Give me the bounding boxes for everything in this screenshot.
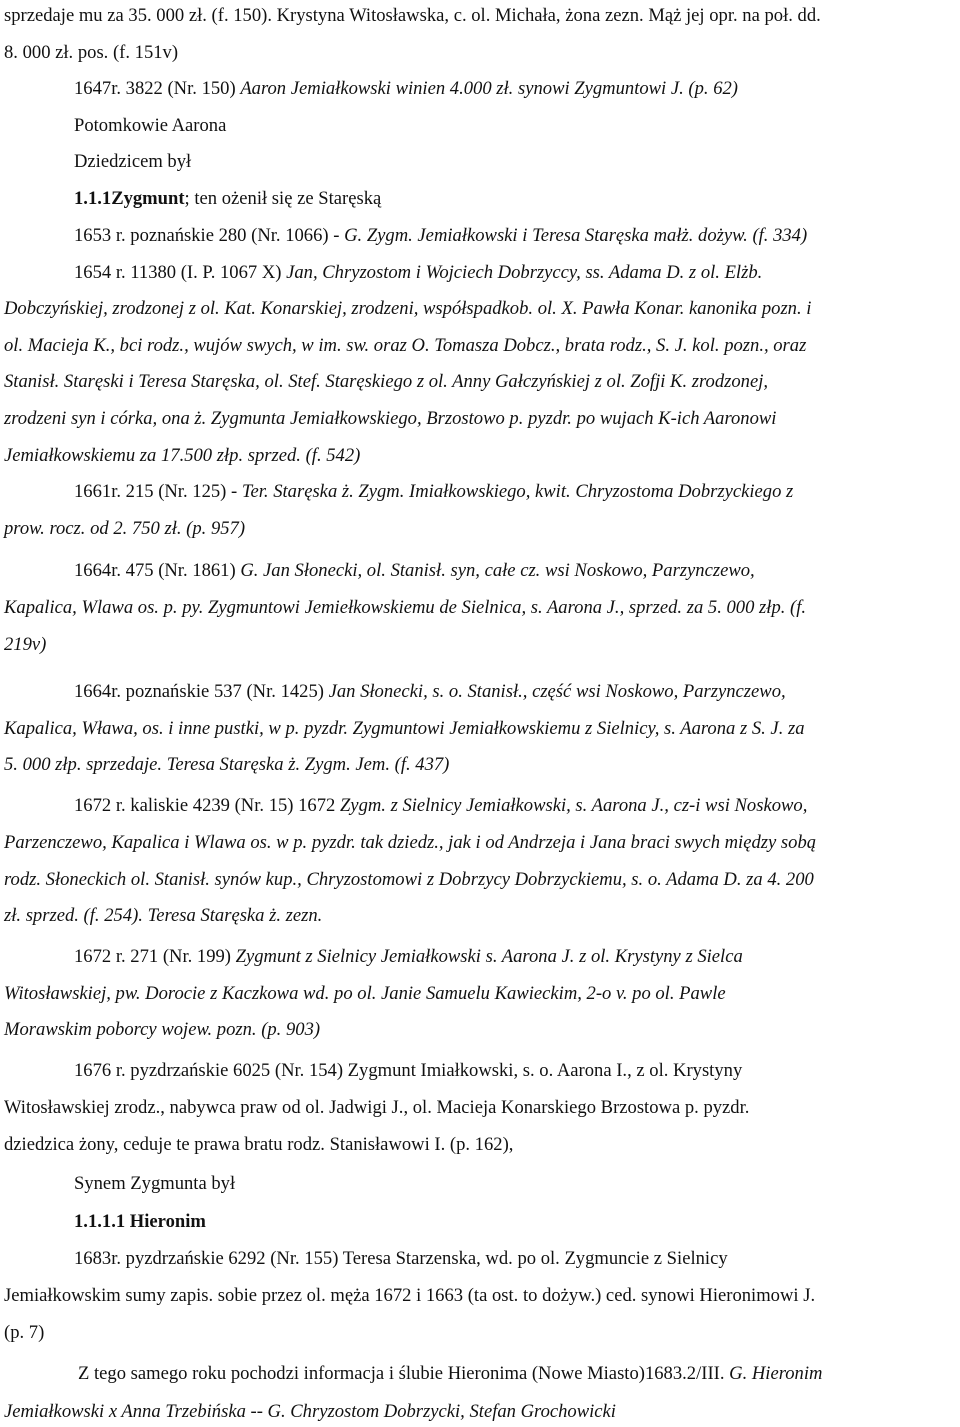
text-line: Jemiałkowski x Anna Trzebińska -- G. Chryzostom Dobrzycki, Stefan Grochowicki <box>4 1401 616 1422</box>
text-line: 1661r. 215 (Nr. 125) - Ter. Staręska ż. Zygm. Imiałkowskiego, kwit. Chryzostoma Dobrzyckiego z <box>74 481 794 502</box>
text-line: sprzedaje mu za 35. 000 zł. (f. 150). Krystyna Witosławska, c. ol. Michała, żona zezn. Mąż jej opr. na poł. dd. <box>4 5 821 26</box>
text-line: Jemiałkowskiemu za 17.500 złp. sprzed. (f. 542) <box>4 445 361 466</box>
text-line: Witosławskiej, pw. Dorocie z Kaczkowa wd. po ol. Janie Samuelu Kawieckim, 2-o v. po ol. Pawle <box>4 983 726 1004</box>
section-heading: Potomkowie Aarona <box>74 115 227 136</box>
text-line: 219v) <box>4 634 47 655</box>
text-line: (p. 7) <box>4 1322 45 1343</box>
text-line: 1672 r. 271 (Nr. 199) Zygmunt z Sielnicy Jemiałkowski s. Aarona J. z ol. Krystyny z Sielca <box>74 946 743 967</box>
text-line: 1676 r. pyzdrzańskie 6025 (Nr. 154) Zygmunt Imiałkowski, s. o. Aarona I., z ol. Krystyny <box>74 1060 743 1081</box>
text-line: Kapalica, Wława, os. i inne pustki, w p. pyzdr. Zygmuntowi Jemiałkowskiemu z Sielnicy, s. Aarona z S. J. za <box>4 718 805 739</box>
text-line: 1654 r. 11380 (I. P. 1067 X) Jan, Chryzostom i Wojciech Dobrzyccy, ss. Adama D. z ol. Elżb. <box>74 262 763 283</box>
text-line: Z tego samego roku pochodzi informacja i ślubie Hieronima (Nowe Miasto)1683.2/III. G. Hieronim <box>78 1363 823 1384</box>
text-line: 1683r. pyzdrzańskie 6292 (Nr. 155) Teresa Starzenska, wd. po ol. Zygmuncie z Sielnicy <box>74 1248 728 1269</box>
text-line: 1672 r. kaliskie 4239 (Nr. 15) 1672 Zygm. z Sielnicy Jemiałkowski, s. Aarona J., cz-i wsi Noskowo, <box>74 795 808 816</box>
text-line: Jemiałkowskim sumy zapis. sobie przez ol. męża 1672 i 1663 (ta ost. to dożyw.) ced. synowi Hieronimowi J. <box>4 1285 816 1306</box>
text-line: prow. rocz. od 2. 750 zł. (p. 957) <box>4 518 246 539</box>
person-entry: 1.1.1.1 Hieronim <box>74 1211 206 1232</box>
text-line: 8. 000 zł. pos. (f. 151v) <box>4 42 179 63</box>
text-line: Parzenczewo, Kapalica i Wlawa os. w p. pyzdr. tak dziedz., jak i od Andrzeja i Jana braci swych między sobą <box>4 832 817 853</box>
text-line: 1664r. poznańskie 537 (Nr. 1425) Jan Słonecki, s. o. Stanisł., część wsi Noskowo, Parzynczewo, <box>74 681 786 702</box>
text-line: Dziedzicem był <box>74 151 192 172</box>
text-line: Synem Zygmunta był <box>74 1173 236 1194</box>
person-entry: 1.1.1Zygmunt; ten ożenił się ze Staręską <box>74 188 382 209</box>
text-line: 1664r. 475 (Nr. 1861) G. Jan Słonecki, ol. Stanisł. syn, całe cz. wsi Noskowo, Parzynczewo, <box>74 560 755 581</box>
text-line: Witosławskiej zrodz., nabywca praw od ol. Jadwigi J., ol. Macieja Konarskiego Brzostowa p. pyzdr. <box>4 1097 750 1118</box>
text-line: 1647r. 3822 (Nr. 150) Aaron Jemiałkowski winien 4.000 zł. synowi Zygmuntowi J. (p. 62) <box>74 78 738 99</box>
text-line: Dobczyńskiej, zrodzonej z ol. Kat. Konarskiej, zrodzeni, współspadkob. ol. X. Pawła Konar. kanonika pozn. i <box>4 298 812 319</box>
text-line: Kapalica, Wlawa os. p. py. Zygmuntowi Jemiełkowskiemu de Sielnica, s. Aarona J., sprzed. za 5. 000 złp. (f. <box>4 597 807 618</box>
text-line: ol. Macieja K., bci rodz., wujów swych, w im. sw. oraz O. Tomasza Dobcz., brata rodz., S. J. kol. pozn., oraz <box>4 335 807 356</box>
text-line: Morawskim poborcy wojew. pozn. (p. 903) <box>4 1019 321 1040</box>
text-line: 5. 000 złp. sprzedaje. Teresa Staręska ż. Zygm. Jem. (f. 437) <box>4 754 450 775</box>
text-line: dziedzica żony, ceduje te prawa bratu rodz. Stanisławowi I. (p. 162), <box>4 1134 514 1155</box>
text-line: zrodzeni syn i córka, ona ż. Zygmunta Jemiałkowskiego, Brzostowo p. pyzdr. po wujach K-ich Aaronowi <box>4 408 777 429</box>
text-line: rodz. Słoneckich ol. Stanisł. synów kup., Chryzostomowi z Dobrzycy Dobrzyckiemu, s. o. Adama D. za 4. 200 <box>4 869 814 890</box>
text-line: Stanisł. Staręski i Teresa Staręska, ol. Stef. Staręskiego z ol. Anny Gałczyńskiej z ol. Zofji K. zrodzonej, <box>4 371 769 392</box>
text-line: zł. sprzed. (f. 254). Teresa Staręska ż. zezn. <box>4 905 323 926</box>
text-line: 1653 r. poznańskie 280 (Nr. 1066) - G. Zygm. Jemiałkowski i Teresa Staręska małż. dożyw. (f. 334) <box>74 225 808 246</box>
